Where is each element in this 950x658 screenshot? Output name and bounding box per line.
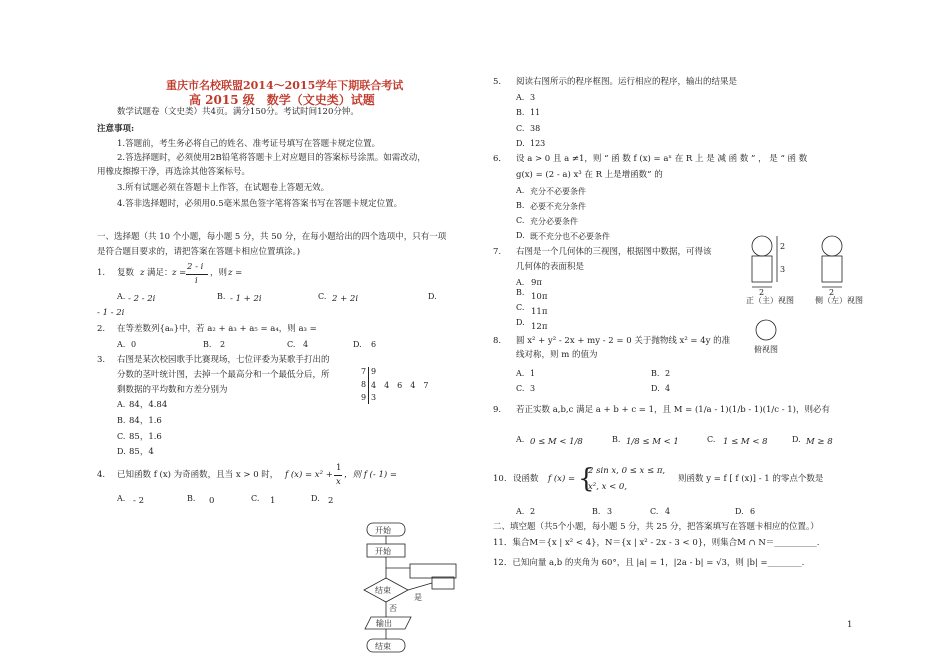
q9-option-d: M ≥ 8 <box>806 437 833 447</box>
q9-number: 9. <box>493 405 502 415</box>
q3-option-a: 84，4.84 <box>129 400 168 410</box>
q1-option-d: - 1 - 2i <box>97 308 125 318</box>
exam-title-line1: 重庆市名校联盟2014～2015学年下期联合考试 <box>166 79 404 92</box>
q2-number: 2. <box>97 324 106 334</box>
q7-option-b: 10π <box>531 292 548 302</box>
q1-stem-a: 复数 <box>117 268 135 278</box>
stem-leaf-stem-2: 8 <box>361 380 367 389</box>
q4-stem-c: ，则 f (- 1) = <box>344 470 397 480</box>
q10-option-b-label: B. <box>592 507 601 516</box>
q3-option-c-label: C. <box>117 432 126 441</box>
stem-leaf-leaves-2: 4 4 6 4 7 <box>371 381 429 390</box>
q4-option-d: 2 <box>328 496 334 506</box>
flow-no-label: 否 <box>389 604 397 613</box>
q5-number: 5. <box>493 77 502 87</box>
q10-option-c: 4 <box>665 507 671 516</box>
side-dim-width: 2 <box>829 288 835 297</box>
section1-line2: 是符合题目要求的，请把答案在答题卡相应位置填涂。) <box>97 247 301 257</box>
q6-number: 6． <box>493 154 507 164</box>
notice-item-2-cont: 用橡皮擦擦干净，再选涂其他答案标号。 <box>97 167 251 177</box>
q1-stem-b: 满足： <box>147 268 173 278</box>
q1-option-d-label: D. <box>428 292 437 301</box>
front-view-cylinder <box>752 256 772 282</box>
q2-option-d-label: D. <box>353 340 362 349</box>
flow-yes-label: 是 <box>414 593 422 602</box>
q10-option-a-label: A. <box>516 507 525 516</box>
q1-number: 1. <box>97 268 106 278</box>
q4-stem-b: f (x) = x² + <box>285 470 333 480</box>
q5-option-a-label: A. <box>516 93 525 102</box>
q6-option-d-label: D. <box>516 231 525 240</box>
q12: 12．已知向量 a,b 的夹角为 60°，且 |a| = 1，|2a - b| = √3，则 |b| =________. <box>493 558 805 568</box>
q1-var: z <box>140 268 145 278</box>
q2-option-c-label: C. <box>287 340 296 349</box>
q8-option-c-label: C. <box>516 384 525 393</box>
q10-option-b: 3 <box>607 507 613 516</box>
front-dim-width: 2 <box>759 288 765 297</box>
side-view-sphere <box>822 236 842 256</box>
q2-stem: 在等差数列{aₙ}中，若 a₂ + a₃ + a₅ = a₄，则 a₃ = <box>117 324 317 334</box>
q9-option-b: 1/8 ≤ M < 1 <box>626 437 679 447</box>
q2-option-d: 6 <box>371 340 377 349</box>
flow-process-node <box>410 564 456 578</box>
q8-option-b: 2 <box>665 369 671 378</box>
stem-leaf-leaves-1: 9 <box>371 367 377 376</box>
q2-option-b: 2 <box>220 340 226 349</box>
q2-option-a-label: A. <box>117 340 126 349</box>
q5-option-c-label: C. <box>516 124 525 133</box>
side-view-caption: 侧（左）视图 <box>815 296 863 305</box>
q10-piece-2: x², x < 0, <box>588 482 628 492</box>
exam-title-line2: 高 2015 级 数学（文史类）试题 <box>189 93 375 107</box>
q8-number: 8. <box>493 336 502 346</box>
q4-number: 4. <box>97 470 106 480</box>
q4-option-d-label: D. <box>311 494 320 503</box>
q3-option-d-label: D. <box>117 447 126 456</box>
exam-intro: 数学试题卷（文史类）共4页。满分150分。考试时间120分钟。 <box>117 107 359 117</box>
stem-leaf-divider <box>368 367 369 404</box>
q7-line2: 几何体的表面积是 <box>516 262 585 272</box>
stem-leaf-stem-3: 9 <box>361 393 367 402</box>
q4-option-a: - 2 <box>133 496 144 506</box>
q1-stem-d: z = <box>228 268 243 278</box>
program-flowchart <box>350 520 470 658</box>
flow-decision-label: 结束 <box>375 586 391 595</box>
flow-yes-branch <box>408 583 432 590</box>
q7-option-d-label: D. <box>516 318 525 327</box>
q10-option-c-label: C. <box>650 507 659 516</box>
q8-option-a: 1 <box>530 369 536 378</box>
flow-init-label: 开始 <box>375 547 391 556</box>
q4-stem-a: 已知函数 f (x) 为奇函数，且当 x > 0 时， <box>117 470 279 480</box>
front-view-sphere <box>752 236 772 256</box>
q9-option-a-label: A. <box>516 435 525 444</box>
q7-option-c-label: C. <box>516 303 525 312</box>
q5-stem: 阅读右图所示的程序框图。运行相应的程序，输出的结果是 <box>516 77 738 87</box>
q3-line3: 剩数据的平均数和方差分别为 <box>117 385 228 395</box>
q2-option-b-label: B. <box>203 340 212 349</box>
flow-output-label: 输出 <box>376 619 392 628</box>
q9-option-b-label: B. <box>612 435 621 444</box>
q10-option-d: 6 <box>750 507 756 516</box>
q9-option-c-label: C. <box>707 435 716 444</box>
q1-option-b: - 1 + 2i <box>230 294 262 304</box>
q9-option-d-label: D. <box>792 435 801 444</box>
q7-number: 7. <box>493 247 502 257</box>
q10-piece-1: 2 sin x, 0 ≤ x ≤ π, <box>588 466 666 476</box>
q8-option-b-label: B. <box>651 369 660 378</box>
q9-option-c: 1 ≤ M < 8 <box>723 437 768 447</box>
q7-line1: 右图是一个几何体的三视图，根据图中数据，可得该 <box>516 247 712 257</box>
q10-fx: f (x) = <box>548 474 576 484</box>
notice-item-2: 2.答选择题时，必须使用2B铅笔将答题卡上对应题目的答案标号涂黑。如需改动， <box>117 153 426 163</box>
q11: 11．集合M＝{x | x² < 4}，N＝{x | x² - 2x - 3 < 0}，则集合M ∩ N＝__________. <box>493 538 820 548</box>
q2-option-c: 4 <box>303 340 309 349</box>
section2-heading: 二、填空题（共5个小题，每小题 5 分，共 25 分，把答案填写在答题卡相应的位置。） <box>493 522 819 532</box>
q1-option-c-label: C. <box>318 292 327 301</box>
q10-number: 10. <box>493 474 507 484</box>
three-view-diagram <box>740 232 880 362</box>
q6-line2: g(x) = (2 - a) x³ 在 R 上是增函数” 的 <box>516 170 663 180</box>
q5-option-d-label: D. <box>516 139 525 148</box>
q5-option-c: 38 <box>530 124 541 133</box>
q3-option-c: 85，1.6 <box>129 432 162 442</box>
q8-line1: 圆 x² + y² - 2x + my - 2 = 0 关于抛物线 x² = 4y 的准 <box>516 336 731 346</box>
q4-option-c-label: C. <box>251 494 260 503</box>
q1-stem-c: ，则 <box>210 268 228 278</box>
q4-option-b-label: B. <box>187 494 196 503</box>
q9-option-a: 0 ≤ M < 1/8 <box>530 437 583 447</box>
q3-number: 3. <box>97 355 106 365</box>
q5-option-b: 11 <box>530 108 541 117</box>
front-dim-2: 2 <box>780 242 786 251</box>
q10-brace: { <box>578 464 595 494</box>
front-view-caption: 正（主）视图 <box>746 296 794 305</box>
q1-option-c: 2 + 2i <box>332 294 359 304</box>
q9-stem: 若正实数 a,b,c 满足 a + b + c = 1，且 M = (1/a - 1)(1/b - 1)(1/c - 1)，则必有 <box>516 405 830 415</box>
q1-frac-den: i <box>195 276 198 286</box>
flow-process-node-2 <box>432 577 454 589</box>
section1-line1: 一、选择题（共 10 个小题，每小题 5 分，共 50 分，在每小题给出的四个选项中，只有一项 <box>97 232 447 242</box>
q3-option-a-label: A. <box>117 400 126 409</box>
q1-frac-num: 2 - i <box>187 262 204 272</box>
q7-option-d: 12π <box>531 322 548 332</box>
q6-option-b: 必要不充分条件 <box>530 202 586 211</box>
q6-option-c-label: C. <box>516 216 525 225</box>
q6-option-b-label: B. <box>516 201 525 210</box>
q6-option-c: 充分必要条件 <box>530 217 578 226</box>
notice-heading: 注意事项: <box>97 124 135 134</box>
q4-frac-bar <box>334 475 342 476</box>
q6-option-a-label: A. <box>516 186 525 195</box>
q1-frac-bar <box>186 274 208 275</box>
top-view-circle <box>756 320 776 340</box>
stem-leaf-leaves-3: 3 <box>371 393 377 402</box>
q10-option-a: 2 <box>530 507 536 516</box>
q7-option-b-label: B. <box>516 288 525 297</box>
q6-option-d: 既不充分也不必要条件 <box>530 232 610 241</box>
front-dim-3: 3 <box>780 265 786 274</box>
stem-leaf-stem-1: 7 <box>361 367 367 376</box>
page-number: 1 <box>847 620 853 630</box>
q8-option-c: 3 <box>530 384 536 393</box>
q7-option-c: 11π <box>531 307 548 317</box>
top-view-caption: 俯视图 <box>754 345 778 354</box>
q6-line1: 设 a > 0 且 a ≠1，则 “ 函 数 f (x) = aˣ 在 R 上 是 减 函 数 ” ， 是 “ 函 数 <box>516 154 808 164</box>
q5-option-a: 3 <box>530 93 536 102</box>
q1-option-b-label: B. <box>217 292 226 301</box>
notice-item-1: 1.答题前，考生务必将自己的姓名、准考证号填写在答题卡规定位置。 <box>117 139 381 149</box>
q4-option-b: 0 <box>209 496 215 506</box>
q8-option-d: 4 <box>665 384 671 393</box>
q3-option-b-label: B. <box>117 416 126 425</box>
q3-line2: 分数的茎叶统计图，去掉一个最高分和一个最低分后，所 <box>117 370 330 380</box>
q10-stem-b: 则函数 y = f [ f (x)] - 1 的零点个数是 <box>678 474 824 484</box>
stem-leaf-plot <box>358 367 429 411</box>
q6-option-a: 充分不必要条件 <box>530 187 586 196</box>
q4-frac-den: x <box>336 477 341 487</box>
q8-option-a-label: A. <box>516 369 525 378</box>
flow-start-label: 开始 <box>375 526 391 535</box>
flow-end-label: 结束 <box>375 642 391 651</box>
q5-option-d: 123 <box>530 139 546 148</box>
q7-option-a: 9π <box>531 278 542 288</box>
q4-frac-num: 1 <box>336 463 342 473</box>
q3-line1: 右图是某次校园歌手比赛现场，七位评委为某歌手打出的 <box>117 355 330 365</box>
q1-option-a-label: A. <box>117 292 126 301</box>
q1-option-a: - 2 - 2i <box>128 294 156 304</box>
notice-item-4: 4.答非选择题时，必须用0.5毫米黑色签字笔将答案书写在答题卡规定位置。 <box>117 199 403 209</box>
q3-option-b: 84，1.6 <box>129 416 162 426</box>
q1-eq: z = <box>172 268 187 278</box>
q2-option-a: 0 <box>131 340 137 349</box>
notice-item-3: 3.所有试题必须在答题卡上作答，在试题卷上答题无效。 <box>117 183 330 193</box>
q3-option-d: 85，4 <box>129 447 154 457</box>
q7-option-a-label: A. <box>516 278 525 287</box>
q10-option-d-label: D. <box>735 507 744 516</box>
q4-option-c: 1 <box>270 496 276 506</box>
q8-line2: 线对称，则 m 的值为 <box>516 350 598 360</box>
q5-option-b-label: B. <box>516 108 525 117</box>
q8-option-d-label: D. <box>651 384 660 393</box>
q10-stem-a: 设函数 <box>513 474 539 484</box>
side-view-cylinder <box>822 256 842 282</box>
q4-option-a-label: A. <box>117 494 126 503</box>
